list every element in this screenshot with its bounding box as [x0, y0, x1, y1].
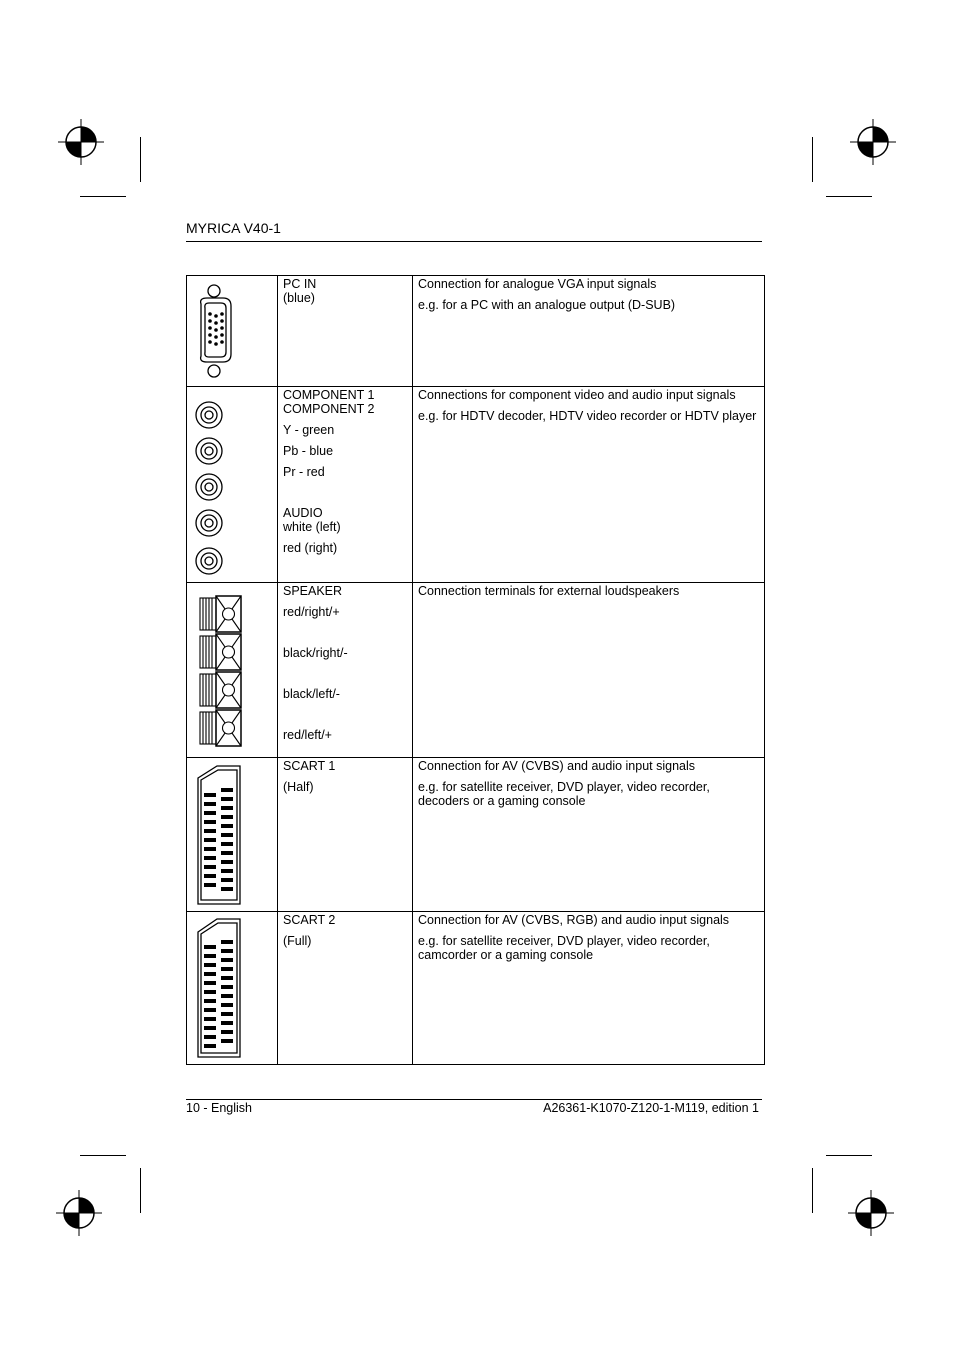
page-header-title: MYRICA V40-1 [186, 220, 281, 236]
crop-mark [826, 196, 872, 197]
icon-cell [187, 583, 278, 758]
connector-detail: Y - green [283, 423, 335, 437]
vga-connector-icon [187, 276, 277, 386]
crop-mark [812, 1168, 813, 1213]
connector-name-cell [278, 387, 413, 583]
table-row [187, 912, 765, 1065]
document-id: A26361-K1070-Z120-1-M119, edition 1 [543, 1101, 759, 1115]
connector-name-cell [278, 912, 413, 1065]
registration-mark-icon [848, 1190, 894, 1236]
connector-detail: black/right/- [283, 646, 348, 660]
crop-mark [826, 1155, 872, 1156]
connector-name: COMPONENT 2 [283, 402, 375, 416]
description-cell [413, 276, 765, 387]
page-number: 10 - English [186, 1101, 253, 1115]
scart-connector-icon [187, 912, 277, 1062]
description-example: e.g. for a PC with an analogue output (D-SUB) [418, 298, 676, 312]
description-example: e.g. for satellite receiver, DVD player, video recorder, [418, 780, 710, 794]
connector-detail: black/left/- [283, 687, 340, 701]
description-example: camcorder or a gaming console [418, 948, 594, 962]
speaker-terminals-icon [187, 583, 277, 757]
connector-name: SCART 2 [283, 913, 336, 927]
connector-name: COMPONENT 1 [283, 388, 375, 402]
connector-detail: red/left/+ [283, 728, 332, 742]
crop-mark [812, 137, 813, 182]
description-example: e.g. for HDTV decoder, HDTV video recorder or HDTV player [418, 409, 757, 423]
registration-mark-icon [56, 1190, 102, 1236]
connector-name: SCART 1 [283, 759, 336, 773]
crop-mark [140, 1168, 141, 1213]
rca-jacks-icon [187, 387, 277, 582]
description-text: Connection for AV (CVBS, RGB) and audio input signals [418, 913, 730, 927]
description-text: Connections for component video and audio input signals [418, 388, 736, 402]
registration-mark-icon [850, 119, 896, 165]
connector-detail: white (left) [283, 520, 341, 534]
header-divider [186, 241, 762, 242]
scart-connector-icon [187, 758, 277, 910]
connector-name-cell [278, 276, 413, 387]
connector-detail: (blue) [283, 291, 315, 305]
table-row [187, 583, 765, 758]
registration-mark-icon [58, 119, 104, 165]
connector-detail: red/right/+ [283, 605, 340, 619]
description-cell [413, 758, 765, 912]
description-text: Connection terminals for external loudspeakers [418, 584, 680, 598]
description-cell [413, 583, 765, 758]
connections-table [186, 275, 765, 1065]
connector-name: SPEAKER [283, 584, 343, 598]
connector-detail: Pb - blue [283, 444, 334, 458]
description-example: decoders or a gaming console [418, 794, 586, 808]
footer-divider [186, 1099, 762, 1100]
connector-name: PC IN [283, 277, 317, 291]
description-example: e.g. for satellite receiver, DVD player, video recorder, [418, 934, 710, 948]
table-row [187, 758, 765, 912]
crop-mark [80, 1155, 126, 1156]
icon-cell [187, 912, 278, 1065]
connector-detail: (Half) [283, 780, 314, 794]
connector-detail: Pr - red [283, 465, 325, 479]
icon-cell [187, 387, 278, 583]
connector-detail: red (right) [283, 541, 338, 555]
connector-name: AUDIO [283, 506, 323, 520]
description-cell [413, 912, 765, 1065]
icon-cell [187, 758, 278, 912]
crop-mark [80, 196, 126, 197]
crop-mark [140, 137, 141, 182]
icon-cell [187, 276, 278, 387]
connector-detail: (Full) [283, 934, 312, 948]
connector-name-cell [278, 583, 413, 758]
description-text: Connection for analogue VGA input signals [418, 277, 657, 291]
description-text: Connection for AV (CVBS) and audio input signals [418, 759, 696, 773]
description-cell [413, 387, 765, 583]
connector-name-cell [278, 758, 413, 912]
table-row [187, 387, 765, 583]
table-row [187, 276, 765, 387]
